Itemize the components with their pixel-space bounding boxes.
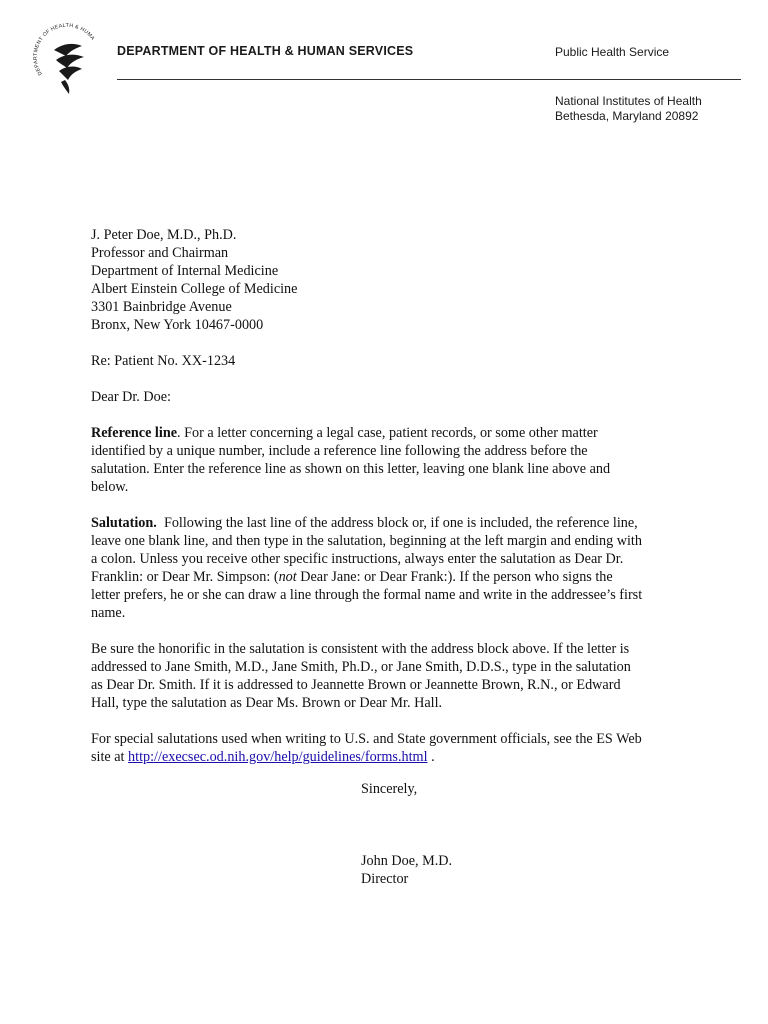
emphasis-text: not <box>278 569 297 585</box>
address-line: Professor and Chairman <box>91 245 229 261</box>
signer-title: Director <box>361 871 409 887</box>
paragraph-salutation <box>91 514 691 622</box>
closing: Sincerely, <box>361 781 418 797</box>
paragraph-text: addressed to Jane Smith, M.D., Jane Smith, Ph.D., or Jane Smith, D.D.S., type in the salutation <box>91 659 631 675</box>
institute-name: National Institutes of Health <box>555 94 702 108</box>
address-line: 3301 Bainbridge Avenue <box>91 299 232 315</box>
paragraph-text: as Dear Dr. Smith. If it is addressed to Jeannette Brown or Jeannette Brown, R.N., or Edward <box>91 677 621 693</box>
address-line: Bronx, New York 10467-0000 <box>91 317 264 333</box>
paragraph-text: Hall, type the salutation as Dear Ms. Brown or Dear Mr. Hall. <box>91 695 443 711</box>
paragraph-text: letter prefers, he or she can draw a line through the formal name and write in the addressee’s first <box>91 587 643 603</box>
paragraph-text: below. <box>91 479 129 495</box>
institute-address <box>555 94 702 124</box>
paragraph-text: Franklin: or Dear Mr. Simpson: ( <box>91 569 279 585</box>
address-line: Department of Internal Medicine <box>91 263 279 279</box>
service-name: Public Health Service <box>555 45 670 59</box>
letter-body <box>91 226 691 766</box>
address-block <box>91 226 691 334</box>
paragraph-text: For special salutations used when writing to U.S. and State government officials, see the ES Web <box>91 731 642 747</box>
svg-text:DEPARTMENT OF HEALTH & HUMAN S: DEPARTMENT OF HEALTH & HUMA <box>32 22 96 77</box>
institute-location: Bethesda, Maryland 20892 <box>555 109 699 123</box>
paragraph-text: Be sure the honorific in the salutation is consistent with the address block above. If the letter is <box>91 641 630 657</box>
paragraph-special-salutations <box>91 730 691 766</box>
paragraph-heading: Reference line <box>91 425 178 441</box>
paragraph-text: . <box>427 749 435 765</box>
paragraph-text: salutation. Enter the reference line as shown on this letter, leaving one blank line above and <box>91 461 611 477</box>
paragraph-text: . For a letter concerning a legal case, patient records, or some other matter <box>177 425 598 441</box>
paragraph-text: Dear Jane: or Dear Frank:). If the person who signs the <box>296 569 613 585</box>
salutation: Dear Dr. Doe: <box>91 389 171 405</box>
guidelines-link[interactable]: http://execsec.od.nih.gov/help/guidelines/forms.html <box>128 749 428 765</box>
department-name: DEPARTMENT OF HEALTH & HUMAN SERVICES <box>117 44 414 58</box>
signer-name: John Doe, M.D. <box>361 853 453 869</box>
paragraph-reference-line <box>91 424 691 496</box>
address-line: Albert Einstein College of Medicine <box>91 281 298 297</box>
paragraph-text: name. <box>91 605 126 621</box>
paragraph-heading: Salutation. <box>91 515 157 531</box>
hhs-seal-logo <box>32 22 102 98</box>
address-line: J. Peter Doe, M.D., Ph.D. <box>91 227 237 243</box>
paragraph-text: identified by a unique number, include a reference line following the address before the <box>91 443 588 459</box>
signature-block <box>361 852 452 888</box>
paragraph-text: leave one blank line, and then type in the salutation, beginning at the left margin and ending with <box>91 533 642 549</box>
letterhead-divider <box>117 79 741 80</box>
reference-line: Re: Patient No. XX-1234 <box>91 353 236 369</box>
paragraph-honorific <box>91 640 691 712</box>
paragraph-text: a colon. Unless you receive other specific instructions, always enter the salutation as Dear Dr. <box>91 551 624 567</box>
paragraph-text: site at <box>91 749 129 765</box>
paragraph-text: Following the last line of the address block or, if one is included, the reference line, <box>156 515 638 531</box>
